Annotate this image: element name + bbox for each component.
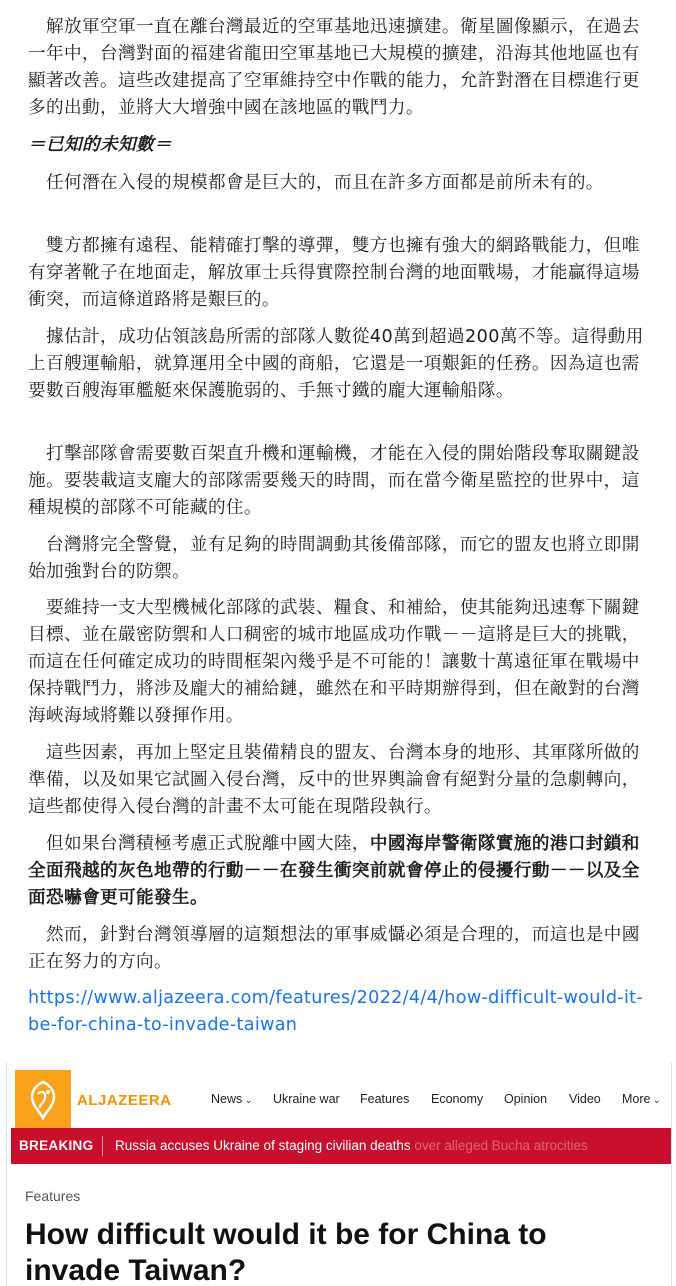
breaking-label: BREAKING bbox=[19, 1138, 94, 1153]
paragraph: 雙方都擁有遠程、能精確打擊的導彈，雙方也擁有強大的網路戰能力，但唯有穿著靴子在地面走，解放軍士兵得實際控制台灣的地面戰場，才能贏得這場衝突，而這條道路將是艱巨的。 bbox=[28, 236, 640, 310]
section-heading: ＝已知的未知數＝ bbox=[28, 135, 172, 155]
paragraph-plain: 但如果台灣積極考慮正式脫離中國大陸， bbox=[28, 834, 370, 854]
paragraph: 任何潛在入侵的規模都會是巨大的，而且在許多方面都是前所未有的。 bbox=[28, 173, 604, 193]
paragraph: 據估計，成功佔領該島所需的部隊人數從40萬到超過200萬不等。這得動用上百艘運輸船，就算運用全中國的商船，它還是一項艱鉅的任務。因為這也需要數百艘海軍艦艇來保護脆弱的、手無寸鐵的龐大運輸船隊。 bbox=[28, 327, 644, 401]
divider bbox=[102, 1136, 103, 1156]
article-link[interactable]: https://www.aljazeera.com/features/2022/4/4/how-difficult-would-it-be-for-china-to-invade-taiwan bbox=[28, 988, 643, 1035]
paragraph: 然而，針對台灣領導層的這類想法的軍事威懾必須是合理的，而這也是中國正在努力的方向。 bbox=[28, 925, 640, 972]
paragraph bbox=[28, 831, 652, 912]
link-preview-card[interactable] bbox=[6, 1062, 672, 1286]
aljazeera-logo-icon bbox=[15, 1070, 71, 1130]
nav-features[interactable]: Features bbox=[360, 1092, 410, 1106]
brand-name: ALJAZEERA bbox=[77, 1092, 172, 1109]
nav-video[interactable]: Video bbox=[569, 1092, 601, 1106]
paragraph: 要維持一支大型機械化部隊的武裝、糧食、和補給，使其能夠迅速奪下關鍵目標、並在嚴密防禦和人口稠密的城市地區成功作戰－－這將是巨大的挑戰，而這在任何確定成功的時間框架內幾乎是不可能的！讓數十萬遠征軍在戰場中保持戰鬥力，將涉及龐大的補給鏈，雖然在和平時期辦得到，但在敵對的台灣海峽海域將難以發揮作用。 bbox=[28, 598, 640, 726]
breaking-headline: Russia accuses Ukraine of staging civilian deaths over alleged Bucha atrocities bbox=[115, 1138, 588, 1153]
nav-more[interactable]: More ⌄ bbox=[622, 1092, 661, 1106]
article-headline: How difficult would it be for China to invade Taiwan? bbox=[25, 1218, 547, 1286]
chevron-down-icon: ⌄ bbox=[650, 1095, 661, 1105]
nav-news[interactable]: News ⌄ bbox=[211, 1092, 253, 1106]
paragraph-bold: 中國海岸警衛隊實施的港口封鎖和全面飛越的灰色地帶的行動－－在發生衝突前就會停止的侵擾行動－－以及全面恐嚇會更可能發生。 bbox=[28, 834, 640, 908]
paragraph: 打擊部隊會需要數百架直升機和運輸機，才能在入侵的開始階段奪取關鍵設施。要裝載這支龐大的部隊需要幾天的時間，而在當今衛星監控的世界中，這種規模的部隊不可能藏的住。 bbox=[28, 444, 640, 518]
paragraph: 台灣將完全警覺，並有足夠的時間調動其後備部隊，而它的盟友也將立即開始加強對台的防禦。 bbox=[28, 535, 640, 582]
breaking-news-banner[interactable] bbox=[11, 1128, 671, 1164]
nav-ukraine-war[interactable]: Ukraine war bbox=[273, 1092, 340, 1106]
paragraph: 這些因素，再加上堅定且裝備精良的盟友、台灣本身的地形、其軍隊所做的準備，以及如果它試圖入侵台灣，反中的世界輿論會有絕對分量的急劇轉向，這些都使得入侵台灣的計畫不太可能在現階段執行。 bbox=[28, 743, 640, 817]
section-label: Features bbox=[25, 1188, 81, 1204]
paragraph: 解放軍空軍一直在離台灣最近的空軍基地迅速擴建。衛星圖像顯示，在過去一年中，台灣對面的福建省龍田空軍基地已大規模的擴建，沿海其他地區也有顯著改善。這些改建提高了空軍維持空中作戰的能力，允許對潛在目標進行更多的出動，並將大大增強中國在該地區的戰鬥力。 bbox=[28, 17, 640, 118]
nav-opinion[interactable]: Opinion bbox=[504, 1092, 548, 1106]
nav-economy[interactable]: Economy bbox=[431, 1092, 484, 1106]
chevron-down-icon: ⌄ bbox=[242, 1095, 253, 1105]
